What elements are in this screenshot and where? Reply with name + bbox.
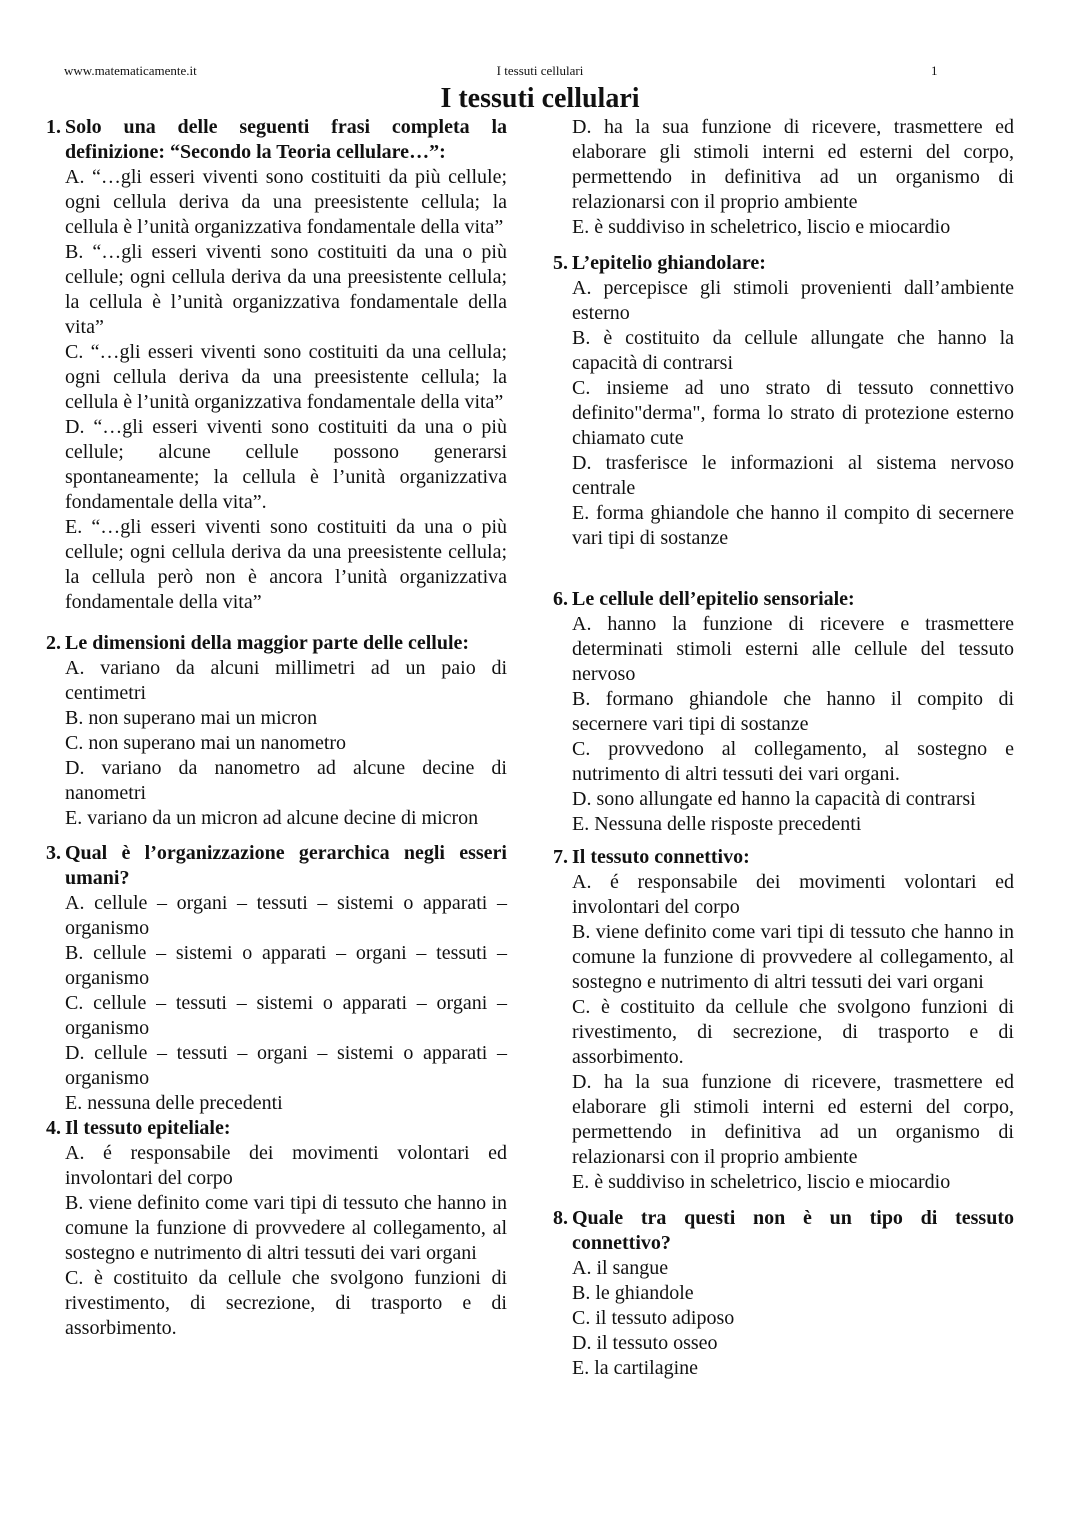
page-number: 1 — [931, 63, 938, 78]
right-column — [553, 115, 1014, 1381]
question-7 — [553, 845, 1014, 1195]
answer-option: E. forma ghiandole che hanno il compito di secernere vari tipi di sostanze — [572, 502, 1014, 549]
question-number: 4. — [46, 1117, 61, 1139]
question-3 — [46, 841, 507, 1116]
question-stem — [46, 115, 507, 165]
question-text: Il tessuto connettivo: — [572, 846, 750, 868]
question-number: 7. — [553, 846, 568, 868]
question-number: 8. — [553, 1207, 568, 1229]
answer-option: D. il tessuto osseo — [572, 1332, 718, 1354]
answer-option: B. “…gli esseri viventi sono costituiti da una o più cellule; ogni cellula deriva da una preesistente cellula; la cellula è l’unità organizzativa fondamentale della vita” — [65, 241, 507, 338]
answer-option: A. “…gli esseri viventi sono costituiti da più cellule; ogni cellula deriva da una preesistente cellula; la cellula è l’unità organizzativa fondamentale della vita” — [65, 166, 507, 238]
question-stem — [46, 631, 507, 656]
answer-option: E. variano da un micron ad alcune decine di micron — [65, 807, 479, 829]
answer-option: A. variano da alcuni millimetri ad un paio di centimetri — [65, 657, 507, 704]
question-stem — [46, 1116, 507, 1141]
left-column — [46, 115, 507, 1341]
answer-option: D. ha la sua funzione di ricevere, trasmettere ed elaborare gli stimoli interni ed esterni del corpo, permettendo in definitiva ad un organismo di relazionarsi con il proprio ambiente — [572, 1071, 1014, 1168]
answer-option: A. é responsabile dei movimenti volontari ed involontari del corpo — [65, 1142, 507, 1189]
answer-option: C. è costituito da cellule che svolgono funzioni di rivestimento, di secrezione, di trasporto e di assorbimento. — [572, 996, 1014, 1068]
answer-options — [572, 1256, 1014, 1381]
answer-option: D. sono allungate ed hanno la capacità di contrarsi — [572, 788, 976, 810]
answer-options — [65, 1141, 507, 1341]
answer-options — [65, 165, 507, 615]
answer-option: E. è suddiviso in scheletrico, liscio e miocardio — [572, 216, 951, 238]
question-stem — [46, 841, 507, 891]
question-stem — [553, 845, 1014, 870]
answer-option: C. cellule – tessuti – sistemi o apparati – organi – organismo — [65, 992, 507, 1039]
question-5 — [553, 251, 1014, 551]
answer-option: A. percepisce gli stimoli provenienti dall’ambiente esterno — [572, 277, 1014, 324]
answer-option: C. è costituito da cellule che svolgono funzioni di rivestimento, di secrezione, di trasporto e di assorbimento. — [65, 1267, 507, 1339]
question-number: 3. — [46, 842, 61, 864]
question-2 — [46, 631, 507, 831]
question-text: Quale tra questi non è un tipo di tessuto connettivo? — [572, 1207, 1014, 1254]
answer-option: B. è costituito da cellule allungate che hanno la capacità di contrarsi — [572, 327, 1014, 374]
answer-option: C. insieme ad uno strato di tessuto connettivo definito"derma", forma lo strato di protezione esterno chiamato cute — [572, 377, 1014, 449]
question-stem — [553, 251, 1014, 276]
answer-option: B. viene definito come vari tipi di tessuto che hanno in comune la funzione di provvedere al collegamento, al sostegno e nutrimento di altri tessuti dei vari organi — [65, 1192, 507, 1264]
question-6 — [553, 587, 1014, 837]
header-site: www.matematicamente.it — [64, 63, 197, 78]
answer-options — [572, 276, 1014, 551]
header-doc-title: I tessuti cellulari — [496, 63, 584, 78]
answer-option: E. nessuna delle precedenti — [65, 1092, 283, 1114]
answer-option: C. il tessuto adiposo — [572, 1307, 735, 1329]
question-stem — [553, 587, 1014, 612]
question-text: Il tessuto epiteliale: — [65, 1117, 231, 1139]
answer-options — [572, 115, 1014, 240]
answer-options — [65, 891, 507, 1116]
question-text: L’epitelio ghiandolare: — [572, 252, 766, 274]
answer-option: B. formano ghiandole che hanno il compito di secernere vari tipi di sostanze — [572, 688, 1014, 735]
answer-option: B. cellule – sistemi o apparati – organi – tessuti – organismo — [65, 942, 507, 989]
answer-option: A. hanno la funzione di ricevere e trasmettere determinati stimoli esterni alle cellule del tessuto nervoso — [572, 613, 1014, 685]
answer-options — [65, 656, 507, 831]
question-number: 2. — [46, 632, 61, 654]
question-text: Solo una delle seguenti frasi completa la definizione: “Secondo la Teoria cellulare…”: — [65, 116, 507, 163]
answer-option: B. non superano mai un micron — [65, 707, 318, 729]
question-text: Le cellule dell’epitelio sensoriale: — [572, 588, 855, 610]
question-8 — [553, 1206, 1014, 1381]
answer-option: B. viene definito come vari tipi di tessuto che hanno in comune la funzione di provvedere al collegamento, al sostegno e nutrimento di altri tessuti dei vari organi — [572, 921, 1014, 993]
question-4-continued — [553, 115, 1014, 240]
answer-option: D. cellule – tessuti – organi – sistemi o apparati – organismo — [65, 1042, 507, 1089]
answer-option: C. “…gli esseri viventi sono costituiti da una cellula; ogni cellula deriva da una preesistente cellula; la cellula è l’unità organizzativa fondamentale della vita” — [65, 341, 507, 413]
answer-option: A. cellule – organi – tessuti – sistemi o apparati – organismo — [65, 892, 507, 939]
answer-option: D. variano da nanometro ad alcune decine di nanometri — [65, 757, 507, 804]
answer-option: C. provvedono al collegamento, al sostegno e nutrimento di altri tessuti dei vari organi. — [572, 738, 1014, 785]
answer-option: D. ha la sua funzione di ricevere, trasmettere ed elaborare gli stimoli interni ed esterni del corpo, permettendo in definitiva ad un organismo di relazionarsi con il proprio ambiente — [572, 116, 1014, 213]
answer-option: C. non superano mai un nanometro — [65, 732, 347, 754]
answer-option: B. le ghiandole — [572, 1282, 694, 1304]
answer-option: E. la cartilagine — [572, 1357, 699, 1379]
question-4 — [46, 1116, 507, 1341]
question-1 — [46, 115, 507, 615]
answer-option: E. “…gli esseri viventi sono costituiti da una o più cellule; ogni cellula deriva da una preesistente cellula; la cellula però non è ancora l’unità organizzativa fondamentale della vita” — [65, 516, 507, 613]
answer-option: A. é responsabile dei movimenti volontari ed involontari del corpo — [572, 871, 1014, 918]
question-text: Qual è l’organizzazione gerarchica negli esseri umani? — [65, 842, 507, 889]
answer-options — [572, 612, 1014, 837]
page-title: I tessuti cellulari — [440, 83, 640, 114]
answer-option: E. Nessuna delle risposte precedenti — [572, 813, 862, 835]
answer-options — [572, 870, 1014, 1195]
question-number: 5. — [553, 252, 568, 274]
question-number: 1. — [46, 116, 61, 138]
question-number: 6. — [553, 588, 568, 610]
answer-option: D. “…gli esseri viventi sono costituiti da una o più cellule; alcune cellule possono generarsi spontaneamente; la cellula è l’unità organizzativa fondamentale della vita”. — [65, 416, 507, 513]
question-text: Le dimensioni della maggior parte delle cellule: — [65, 632, 470, 654]
answer-option: A. il sangue — [572, 1257, 669, 1279]
answer-option: D. trasferisce le informazioni al sistema nervoso centrale — [572, 452, 1014, 499]
question-stem — [553, 1206, 1014, 1256]
answer-option: E. è suddiviso in scheletrico, liscio e miocardio — [572, 1171, 951, 1193]
